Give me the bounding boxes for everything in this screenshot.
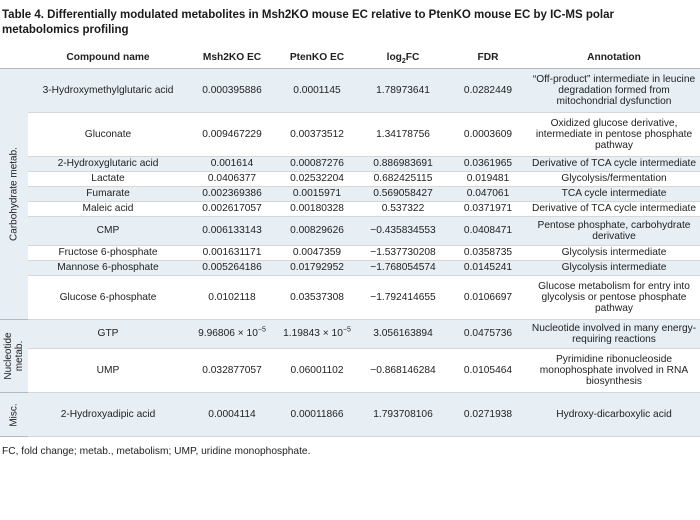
cell-msh2ko (188, 187, 276, 202)
cell-fdr-text: 0.0271938 (463, 408, 513, 420)
metabolite-table (0, 48, 700, 437)
cell-ptenko (276, 320, 358, 349)
cell-fdr (448, 172, 528, 187)
cell-ptenko (276, 217, 358, 246)
table-row (0, 320, 700, 349)
cell-name-text: GTP (97, 328, 119, 340)
cell-logfc (358, 172, 448, 187)
cell-annotation-text: Derivative of TCA cycle intermediate (531, 158, 696, 170)
cell-annotation (528, 217, 700, 246)
cell-fdr (448, 320, 528, 349)
cell-fdr (448, 69, 528, 113)
table-row (0, 393, 700, 437)
cell-ptenko (276, 202, 358, 217)
cell-ptenko (276, 157, 358, 172)
header-msh2ko: Msh2KO EC (188, 48, 276, 69)
cell-fdr-text: 0.0003609 (463, 128, 513, 140)
cell-fdr (448, 246, 528, 261)
cell-annotation (528, 113, 700, 157)
cell-logfc-text: −0.868146284 (370, 364, 436, 376)
cell-name (28, 393, 188, 437)
cell-fdr-text: 0.0106697 (463, 291, 513, 303)
cell-ptenko (276, 113, 358, 157)
group-cell (0, 69, 28, 320)
cell-logfc-text: 0.682425115 (373, 173, 433, 185)
cell-logfc (358, 187, 448, 202)
header-logfc-suffix: FC (405, 52, 420, 64)
header-logfc (358, 48, 448, 69)
cell-ptenko (276, 393, 358, 437)
cell-annotation-text: Glycolysis/fermentation (561, 173, 667, 185)
cell-annotation (528, 246, 700, 261)
table-row (0, 202, 700, 217)
cell-annotation (528, 69, 700, 113)
cell-logfc (358, 202, 448, 217)
cell-ptenko-text: 0.0001145 (293, 84, 341, 96)
cell-msh2ko-text: 0.006133143 (202, 225, 262, 237)
cell-msh2ko-text: 9.96806 × 10 (198, 328, 258, 340)
cell-logfc (358, 349, 448, 393)
cell-msh2ko (188, 349, 276, 393)
cell-logfc-text: 3.056163894 (373, 328, 433, 340)
cell-msh2ko-text: 0.009467229 (202, 128, 262, 140)
table-row (0, 261, 700, 276)
cell-msh2ko (188, 172, 276, 187)
cell-annotation (528, 261, 700, 276)
header-group (0, 48, 28, 69)
cell-name-text: Maleic acid (82, 203, 134, 215)
cell-name (28, 187, 188, 202)
cell-fdr-text: 0.0361965 (463, 158, 513, 170)
cell-annotation (528, 349, 700, 393)
cell-ptenko-exponent: −5 (342, 327, 351, 334)
cell-name (28, 217, 188, 246)
table-row (0, 349, 700, 393)
table-row (0, 187, 700, 202)
cell-ptenko (276, 187, 358, 202)
cell-fdr-text: 0.0358735 (463, 247, 513, 259)
group-cell (0, 320, 28, 393)
cell-annotation-text: Nucleotide involved in many energy-requiring reactions (531, 322, 697, 345)
cell-name (28, 202, 188, 217)
cell-annotation-text: Derivative of TCA cycle intermediate (531, 203, 696, 215)
cell-logfc-text: 0.569058427 (373, 188, 433, 200)
cell-ptenko-text: 0.01792952 (290, 262, 344, 274)
cell-annotation-text: Pentose phosphate, carbohydrate derivative (537, 219, 691, 242)
cell-name-text: Fumarate (86, 188, 130, 200)
cell-fdr-text: 0.0371971 (463, 203, 513, 215)
cell-msh2ko (188, 320, 276, 349)
cell-annotation-text: Hydroxy-dicarboxylic acid (556, 408, 672, 420)
cell-name-text: 2-Hydroxyadipic acid (60, 408, 156, 420)
cell-logfc (358, 276, 448, 320)
cell-logfc (358, 113, 448, 157)
cell-fdr (448, 202, 528, 217)
cell-ptenko (276, 69, 358, 113)
cell-annotation-text: Pyrimidine ribonucleoside monophosphate involved in RNA biosynthesis (539, 353, 689, 388)
cell-name-text: UMP (96, 364, 120, 376)
cell-fdr (448, 276, 528, 320)
cell-annotation (528, 187, 700, 202)
cell-name (28, 157, 188, 172)
group-cell (0, 393, 28, 437)
cell-name (28, 69, 188, 113)
cell-msh2ko (188, 393, 276, 437)
cell-fdr-text: 0.0282449 (463, 84, 513, 96)
header-compound: Compound name (28, 48, 188, 69)
cell-name-text: 3-Hydroxymethylglutaric acid (42, 84, 174, 96)
cell-annotation-text: Glycolysis intermediate (561, 247, 667, 259)
cell-logfc-text: −1.768054574 (370, 262, 436, 274)
cell-ptenko-text: 0.02532204 (290, 173, 344, 185)
table-footnote: FC, fold change; metab., metabolism; UMP, uridine monophosphate. (2, 446, 311, 457)
header-ptenko: PtenKO EC (276, 48, 358, 69)
cell-logfc (358, 261, 448, 276)
header-row (0, 48, 700, 69)
cell-fdr (448, 217, 528, 246)
cell-logfc-text: 1.34178756 (376, 128, 430, 140)
cell-annotation-text: Oxidized glucose derivative, intermediate in pentose phosphate pathway (535, 117, 693, 152)
group-label: Carbohydrate metab. (8, 147, 20, 241)
cell-ptenko (276, 349, 358, 393)
table-row (0, 246, 700, 261)
cell-msh2ko (188, 69, 276, 113)
cell-ptenko-text: 0.03537308 (290, 291, 344, 303)
cell-name-text: Mannose 6-phosphate (57, 262, 159, 274)
cell-logfc (358, 217, 448, 246)
cell-ptenko-text: 0.06001102 (290, 364, 344, 376)
cell-annotation (528, 276, 700, 320)
cell-msh2ko (188, 261, 276, 276)
cell-annotation (528, 172, 700, 187)
table-body (0, 69, 700, 437)
cell-ptenko (276, 276, 358, 320)
cell-name-text: Lactate (91, 173, 125, 185)
cell-logfc-text: 1.78973641 (376, 84, 430, 96)
cell-fdr-text: 0.0475736 (463, 328, 513, 340)
cell-msh2ko-text: 0.001614 (210, 158, 254, 170)
table-row (0, 113, 700, 157)
cell-msh2ko-text: 0.002617057 (202, 203, 262, 215)
cell-msh2ko (188, 276, 276, 320)
cell-msh2ko-exponent: −5 (257, 327, 266, 334)
table-row (0, 217, 700, 246)
cell-name-text: Gluconate (84, 128, 132, 140)
cell-fdr (448, 393, 528, 437)
cell-msh2ko (188, 113, 276, 157)
cell-ptenko-text: 0.00087276 (290, 158, 344, 170)
header-logfc-sub: 2 (401, 58, 406, 66)
cell-ptenko-text: 0.00180328 (290, 203, 344, 215)
cell-name (28, 172, 188, 187)
table-row (0, 69, 700, 113)
cell-logfc (358, 69, 448, 113)
cell-ptenko-text: 0.00829626 (290, 225, 344, 237)
cell-annotation (528, 202, 700, 217)
cell-ptenko (276, 246, 358, 261)
cell-name-text: CMP (96, 225, 120, 237)
cell-fdr (448, 187, 528, 202)
cell-fdr (448, 157, 528, 172)
cell-logfc (358, 157, 448, 172)
cell-ptenko (276, 261, 358, 276)
cell-fdr-text: 0.0105464 (463, 364, 513, 376)
cell-msh2ko-text: 0.0004114 (208, 408, 256, 420)
cell-msh2ko-text: 0.002369386 (202, 188, 262, 200)
cell-ptenko (276, 172, 358, 187)
cell-name (28, 349, 188, 393)
cell-logfc (358, 393, 448, 437)
cell-ptenko-text: 0.00373512 (290, 128, 344, 140)
cell-annotation (528, 393, 700, 437)
table-row (0, 276, 700, 320)
cell-fdr (448, 349, 528, 393)
cell-logfc (358, 246, 448, 261)
cell-msh2ko (188, 246, 276, 261)
cell-msh2ko-text: 0.001631171 (202, 247, 262, 259)
cell-logfc-text: −1.792414655 (370, 291, 436, 303)
cell-msh2ko (188, 157, 276, 172)
cell-annotation (528, 157, 700, 172)
cell-name (28, 246, 188, 261)
cell-logfc-text: −0.435834553 (370, 225, 436, 237)
table-row (0, 172, 700, 187)
cell-annotation-text: “Off-product” intermediate in leucine degradation formed from mitochondrial dysfunction (532, 73, 696, 108)
cell-ptenko-text: 0.0015971 (292, 188, 342, 200)
cell-logfc-text: 0.886983691 (373, 158, 433, 170)
cell-msh2ko-text: 0.0406377 (207, 173, 257, 185)
cell-annotation-text: Glycolysis intermediate (561, 262, 667, 274)
cell-msh2ko-text: 0.032877057 (202, 364, 262, 376)
cell-annotation (528, 320, 700, 349)
cell-name-text: 2-Hydroxyglutaric acid (57, 158, 159, 170)
header-fdr: FDR (448, 48, 528, 69)
cell-fdr (448, 113, 528, 157)
cell-name (28, 320, 188, 349)
cell-annotation-text: TCA cycle intermediate (561, 188, 667, 200)
cell-ptenko-text: 0.0047359 (292, 247, 342, 259)
cell-name-text: Glucose 6-phosphate (59, 291, 157, 303)
cell-name (28, 276, 188, 320)
cell-logfc-text: −1.537730208 (370, 247, 436, 259)
cell-name (28, 261, 188, 276)
cell-name (28, 113, 188, 157)
header-annotation: Annotation (528, 48, 700, 69)
cell-logfc-text: 0.537322 (381, 203, 425, 215)
cell-msh2ko-text: 0.005264186 (202, 262, 262, 274)
cell-logfc-text: 1.793708106 (373, 408, 433, 420)
header-logfc-prefix: log (386, 52, 402, 64)
cell-msh2ko-text: 0.0102118 (208, 291, 256, 303)
group-label: Nucleotide metab. (3, 332, 25, 380)
cell-fdr-text: 0.019481 (466, 173, 510, 185)
cell-msh2ko (188, 202, 276, 217)
cell-ptenko-text: 1.19843 × 10 (283, 328, 343, 340)
cell-msh2ko-text: 0.000395886 (202, 84, 262, 96)
cell-logfc (358, 320, 448, 349)
group-label: Misc. (8, 402, 20, 427)
table-row (0, 157, 700, 172)
cell-fdr-text: 0.047061 (466, 188, 510, 200)
cell-name-text: Fructose 6-phosphate (58, 247, 158, 259)
cell-annotation-text: Glucose metabolism for entry into glycolysis or pentose phosphate pathway (538, 280, 690, 315)
cell-fdr (448, 261, 528, 276)
cell-fdr-text: 0.0408471 (463, 225, 513, 237)
cell-fdr-text: 0.0145241 (463, 262, 513, 274)
cell-msh2ko (188, 217, 276, 246)
cell-ptenko-text: 0.00011866 (290, 408, 344, 420)
table-title: Table 4. Differentially modulated metabolites in Msh2KO mouse EC relative to PtenKO mouse EC by IC-MS polar metabolomics profiling (2, 9, 614, 36)
